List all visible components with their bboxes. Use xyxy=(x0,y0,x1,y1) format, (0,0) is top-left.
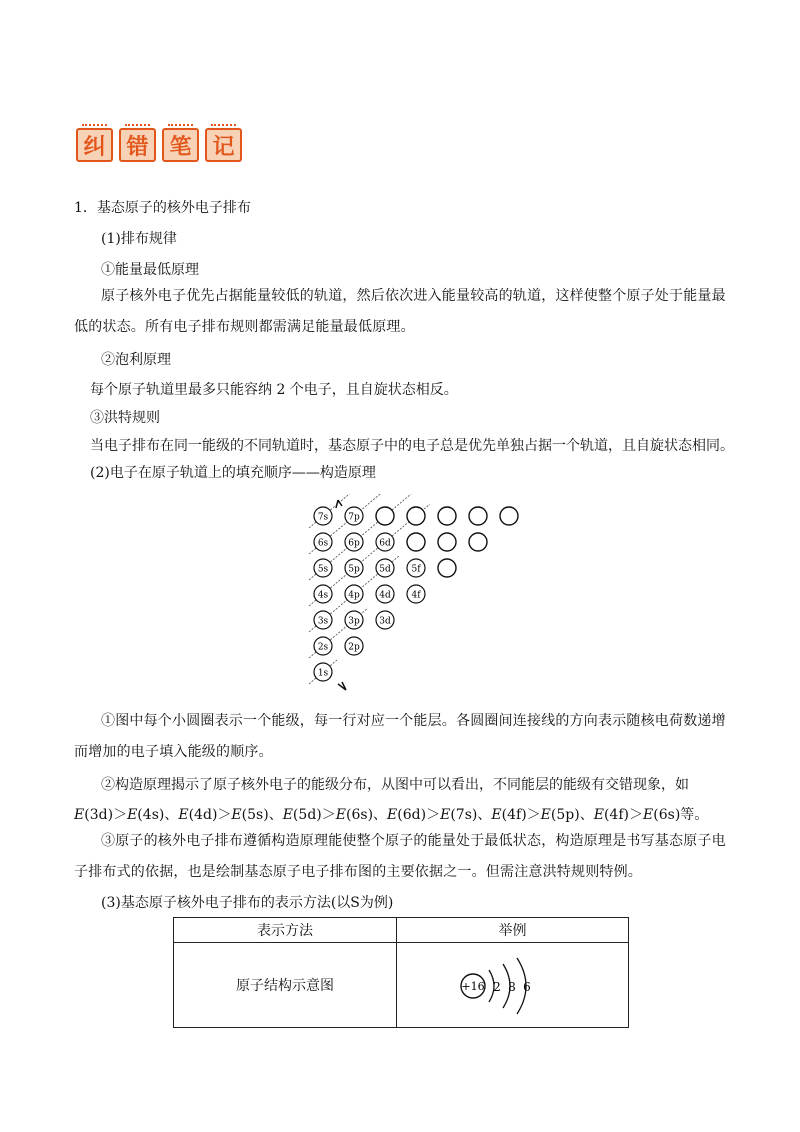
rule3-title: ③洪特规则 xyxy=(90,410,160,426)
energy-level-label: 6d xyxy=(379,538,391,549)
logo-banner xyxy=(76,128,242,162)
table-header: 举例 xyxy=(397,918,629,943)
energy-level-circles xyxy=(314,507,518,681)
energy-level-label: 6s xyxy=(317,538,329,549)
energy-level xyxy=(376,611,394,629)
energy-level xyxy=(345,507,363,525)
rule2-text: 每个原子轨道里最多只能容纳 2 个电子，且自旋状态相反。 xyxy=(90,382,458,398)
table-header: 表示方法 xyxy=(174,918,397,943)
energy-level-label: 7p xyxy=(348,512,360,523)
rule1-text: 原子核外电子优先占据能量较低的轨道，然后依次进入能量较高的轨道，这样使整个原子处于能量最低的状态。所有电子排布规则都需满足能量最低原理。 xyxy=(74,288,726,335)
energy-level xyxy=(345,559,363,577)
note3: ③原子的核外电子排布遵循构造原理能使整个原子的能量处于最低状态，构造原理是书写基态原子电子排布式的依据，也是绘制基态原子电子排布图的主要依据之一。但需注意洪特规则特例。 xyxy=(74,833,726,880)
energy-level xyxy=(407,533,425,551)
energy-level xyxy=(407,507,425,525)
energy-level-label: 4f xyxy=(411,590,421,601)
table-row xyxy=(174,943,629,1028)
energy-level-label: 5s xyxy=(317,564,329,575)
energy-level xyxy=(314,637,332,655)
energy-level xyxy=(438,533,456,551)
subheading-representation: (3)基态原子核外电子排布的表示方法(以S为例) xyxy=(101,895,394,911)
section-title: 1．基态原子的核外电子排布 xyxy=(74,200,251,216)
aufbau-diagram xyxy=(290,494,520,694)
energy-level xyxy=(376,507,394,525)
energy-level xyxy=(376,559,394,577)
energy-level-circle xyxy=(407,507,425,525)
energy-level xyxy=(345,637,363,655)
energy-level xyxy=(345,585,363,603)
subheading-rules: (1)排布规律 xyxy=(101,231,177,247)
table-cell-example xyxy=(397,943,629,1028)
energy-level-label: 4p xyxy=(348,590,360,601)
logo-char: 错 xyxy=(119,128,156,162)
energy-level xyxy=(314,663,332,681)
logo-char: 笔 xyxy=(162,128,199,162)
energy-level-label: 3s xyxy=(317,616,329,627)
start-arrow-icon xyxy=(338,682,346,690)
note1: ①图中每个小圆圈表示一个能级，每一行对应一个能层。各圆圈间连接线的方向表示随核电荷数递增而增加的电子填入能级的顺序。 xyxy=(74,713,726,760)
rule2-title: ②泡利原理 xyxy=(101,352,171,368)
note2-formula: E(3d)＞E(4s)、E(4d)＞E(5s)、E(5d)＞E(6s)、E(6d)＞E(7s)、E(4f)＞E(5p)、E(4f)＞E(6s)等。 xyxy=(74,807,709,823)
note2-text: ②构造原理揭示了原子核外电子的能级分布，从图中可以看出，不同能层的能级有交错现象，如 xyxy=(101,777,689,793)
logo-char: 记 xyxy=(205,128,242,162)
energy-level xyxy=(407,585,425,603)
table-cell-method: 原子结构示意图 xyxy=(174,943,397,1028)
shell-electrons: 6 xyxy=(522,980,531,994)
representation-table xyxy=(173,917,629,1028)
energy-level-circle xyxy=(376,507,394,525)
energy-level xyxy=(469,533,487,551)
nucleus-charge: +16 xyxy=(460,980,485,993)
energy-level xyxy=(314,611,332,629)
energy-level-circle xyxy=(438,559,456,577)
energy-level-label: 5p xyxy=(348,564,360,575)
energy-level-label: 1s xyxy=(317,668,329,679)
energy-level xyxy=(469,507,487,525)
energy-level-label: 6p xyxy=(348,538,360,549)
energy-level xyxy=(438,559,456,577)
energy-level-circle xyxy=(469,507,487,525)
energy-level-circle xyxy=(469,533,487,551)
energy-level xyxy=(500,507,518,525)
energy-level-label: 5d xyxy=(379,564,391,575)
subheading-aufbau: (2)电子在原子轨道上的填充顺序——构造原理 xyxy=(90,465,376,481)
energy-level-label: 2p xyxy=(348,642,360,653)
energy-level-label: 3d xyxy=(379,616,391,627)
energy-level-circle xyxy=(407,533,425,551)
energy-level-label: 7s xyxy=(317,512,329,523)
energy-level-label: 3p xyxy=(348,616,360,627)
energy-level xyxy=(345,533,363,551)
energy-level-circle xyxy=(500,507,518,525)
energy-level-label: 4s xyxy=(317,590,329,601)
energy-level-label: 5f xyxy=(411,564,421,575)
energy-level xyxy=(438,507,456,525)
rule1-title: ①能量最低原理 xyxy=(101,262,199,278)
energy-level-label: 4d xyxy=(379,590,391,601)
energy-level xyxy=(314,507,332,525)
shell-electrons: 8 xyxy=(507,980,516,994)
end-arrow-icon xyxy=(336,500,342,508)
energy-level xyxy=(376,533,394,551)
energy-level-label: 2s xyxy=(317,642,329,653)
rule3-text: 当电子排布在同一能级的不同轨道时，基态原子中的电子总是优先单独占据一个轨道，且自旋状态相同。 xyxy=(90,438,734,454)
energy-level xyxy=(407,559,425,577)
logo-char: 纠 xyxy=(76,128,113,162)
energy-level-circle xyxy=(438,533,456,551)
energy-level xyxy=(314,585,332,603)
energy-level xyxy=(345,611,363,629)
shell-electrons: 2 xyxy=(492,980,501,994)
energy-level-circle xyxy=(438,507,456,525)
energy-level xyxy=(314,559,332,577)
table-header-row xyxy=(174,918,629,943)
energy-level xyxy=(376,585,394,603)
atom-structure-diagram xyxy=(453,948,573,1018)
energy-level xyxy=(314,533,332,551)
